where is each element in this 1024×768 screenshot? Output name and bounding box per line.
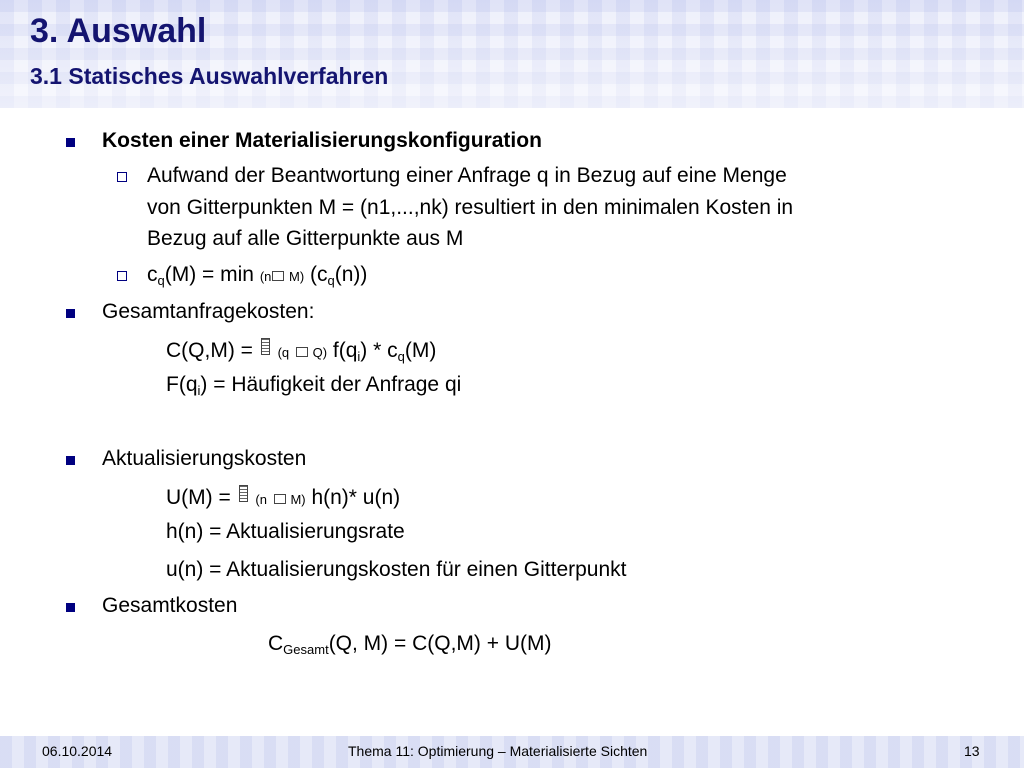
sub-bullet-aufwand-line-3: Bezug auf alle Gitterpunkte aus M [147,227,464,250]
sub-bullet-icon [117,172,127,182]
footer-topic: Thema 11: Optimierung – Materialisierte Sichten [348,743,648,759]
bullet-gesamtkosten-label: Gesamtkosten [102,594,238,617]
min-cost-formula: $c_q(M) = \min (n$ M) $(c_q(n))$ [147,263,368,288]
footer-page-number: 13 [964,743,980,759]
bullet-icon [66,603,75,612]
sum-icon [239,485,248,502]
sub-bullet-aufwand-line-1: Aufwand der Beantwortung einer Anfrage q in Bezug auf eine Menge [147,164,787,187]
footer-date: 06.10.2014 [42,743,113,759]
slide-title: 3. Auswahl [30,12,207,50]
sum-icon [261,338,270,355]
bullet-aktualisierungskosten-label: Aktualisierungskosten [102,447,307,470]
bullet-gesamtanfragekosten-label: Gesamtanfragekosten: [102,300,315,323]
slide-subtitle: 3.1 Statisches Auswahlverfahren [30,63,389,89]
query-cost-formula: C(Q,M) = (q Q) $f(q_i) * c_q(M)$ [166,339,437,364]
update-rate-formula: h(n) = Aktualisierungsrate [166,520,405,543]
element-of-icon [274,494,286,504]
update-cost-formula: U(M) = (n M) h(n)* u(n) [166,486,401,509]
total-cost-formula: $C_{Gesamt}(Q$, M) = C(Q,M) + U(M) [268,632,552,657]
element-of-icon [296,347,308,357]
sub-bullet-icon [117,271,127,281]
frequency-formula: $F(q_i)$ = Häufigkeit der Anfrage qi [166,373,462,398]
bullet-icon [66,456,75,465]
bullet-kosten-label: Kosten einer Materialisierungskonfiguration [102,129,542,152]
bullet-icon [66,309,75,318]
sub-bullet-aufwand-line-2: von Gitterpunkten M = (n1,...,nk) resultiert in den minimalen Kosten in [147,196,794,219]
bullet-icon [66,138,75,147]
update-cost-per-point-formula: u(n) = Aktualisierungskosten für einen Gitterpunkt [166,558,627,581]
element-of-icon [272,271,284,281]
